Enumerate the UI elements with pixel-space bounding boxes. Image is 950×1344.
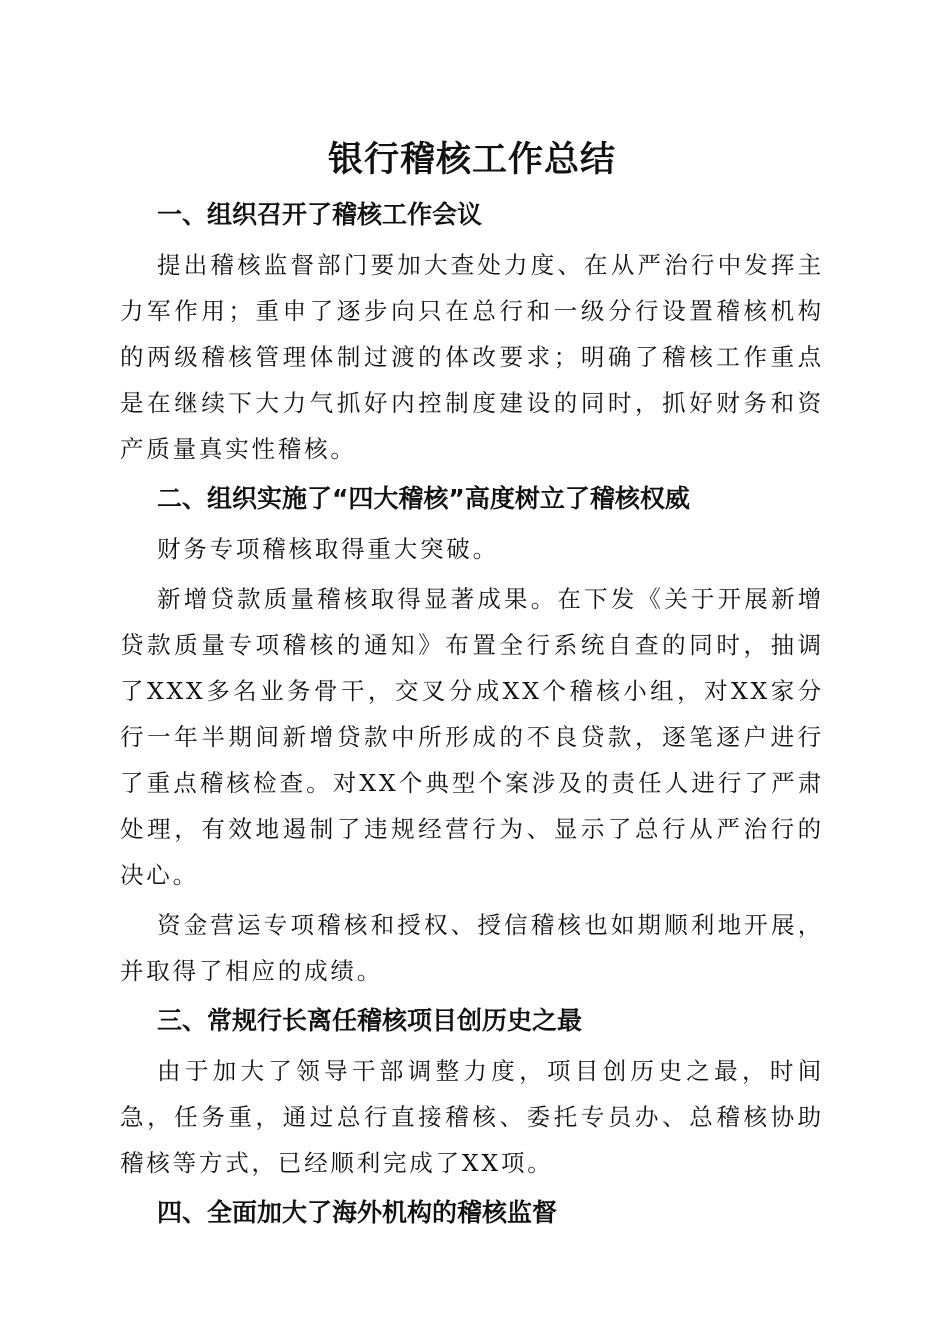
document-title: 银行稽核工作总结 <box>327 139 616 180</box>
section-heading-3: 三、常规行长离任稽核项目创历史之最 <box>157 1006 583 1035</box>
paragraph: 新增贷款质量稽核取得显著成果。在下发《关于开展新增贷款质量专项稽核的通知》布置全行系统自查的同时，抽调了XXX多名业务骨干，交叉分成XX个稽核小组，对XX家分行一年半期间新增贷款中所形成的不良贷款，逐笔逐户进行了重点稽核检查。对XX个典型个案涉及的责任人进行了严肃处理，有效地遏制了违规经营行为、显示了总行从严治行的决心。 <box>120 585 824 889</box>
paragraph: 提出稽核监督部门要加大查处力度、在从严治行中发挥主力军作用；重申了逐步向只在总行和一级分行设置稽核机构的两级稽核管理体制过渡的体改要求；明确了稽核工作重点是在继续下大力气抓好内控制度建设的同时，抓好财务和资产质量真实性稽核。 <box>120 251 824 463</box>
paragraph: 资金营运专项稽核和授权、授信稽核也如期顺利地开展，并取得了相应的成绩。 <box>120 911 824 985</box>
section-heading-2: 二、组织实施了“四大稽核”高度树立了稽核权威 <box>157 484 690 513</box>
paragraph: 财务专项稽核取得重大突破。 <box>157 535 499 563</box>
paragraph: 由于加大了领导干部调整力度，项目创历史之最，时间急，任务重，通过总行直接稽核、委托专员办、总稽核协助稽核等方式，已经顺利完成了XX项。 <box>120 1057 824 1177</box>
section-heading-1: 一、组织召开了稽核工作会议 <box>157 200 483 229</box>
section-heading-4: 四、全面加大了海外机构的稽核监督 <box>157 1198 558 1227</box>
document-page <box>120 130 824 1236</box>
